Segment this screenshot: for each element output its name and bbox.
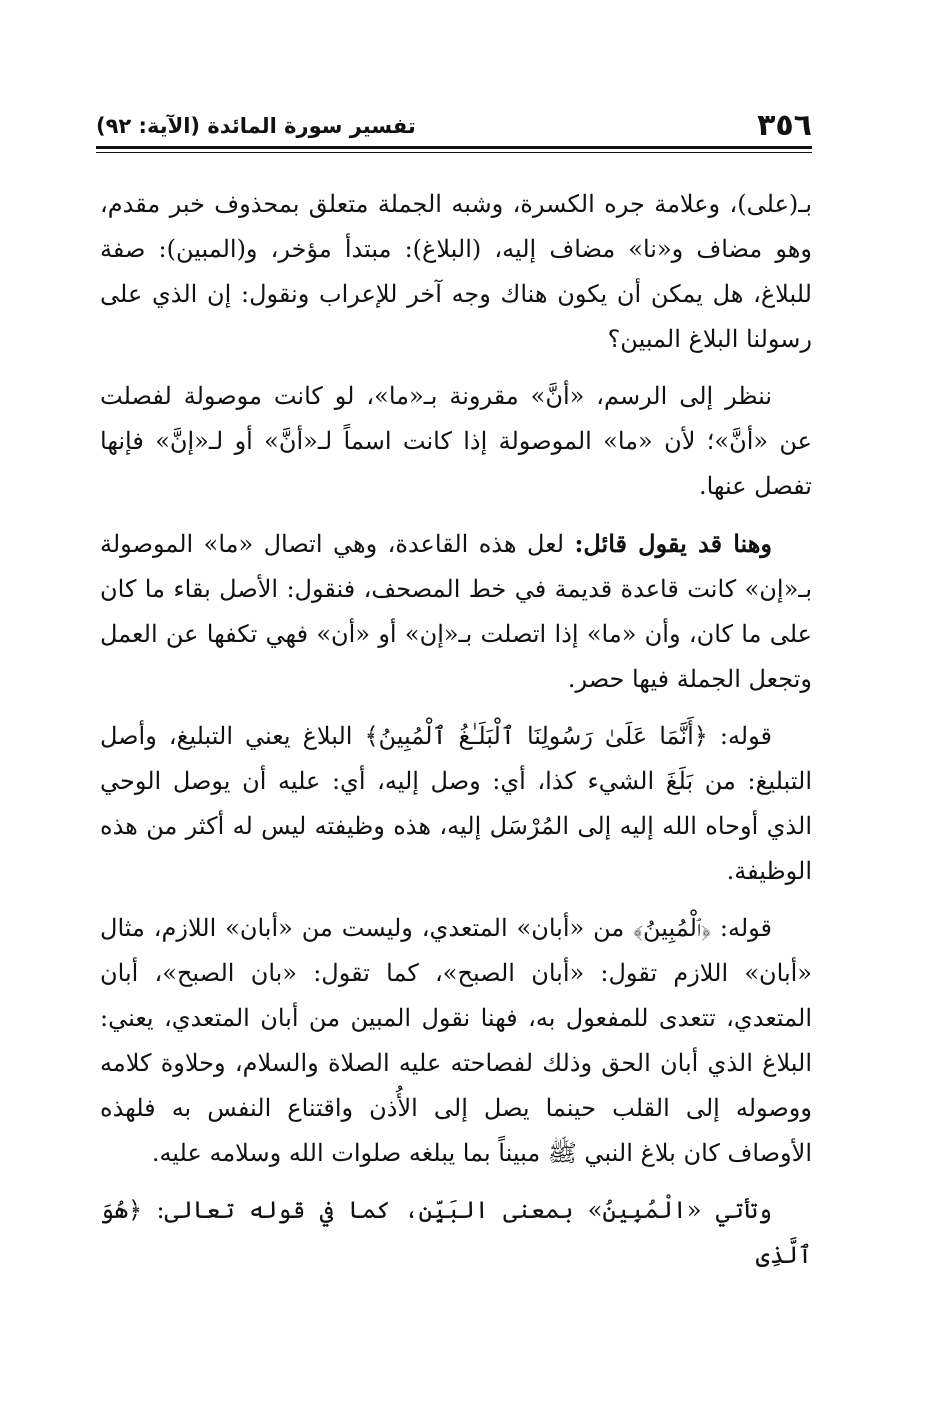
paragraph-text: ننظر إلى الرسم، «أنَّ» مقرونة بـ«ما»، لو كانت موصولة لفصلت عن «أنَّ»؛ لأن «ما» الموصولة إذا كانت اسماً لـ«أنَّ» أو لـ«إنَّ» فإنها تفصل عنها.	[100, 382, 812, 500]
paragraph-text: بـ(على)، وعلامة جره الكسرة، وشبه الجملة متعلق بمحذوف خبر مقدم، وهو مضاف و«نا» مضاف إليه، (البلاغ): مبتدأ مؤخر، و(المبين): صفة للبلاغ، هل يمكن أن يكون هناك وجه آخر للإعراب ونقول: إن الذي على رسولنا البلاغ المبين؟	[100, 190, 812, 353]
paragraph-6	[100, 1188, 812, 1278]
page-number: ٣٥٦	[757, 108, 812, 143]
paragraph-4	[100, 714, 812, 894]
paragraph-2	[100, 374, 812, 509]
header-rule-thick	[96, 146, 812, 149]
paragraph-text: قوله: ﴿أَنَّمَا عَلَىٰ رَسُولِنَا ٱلْبَلَـٰغُ ٱلْمُبِينُ﴾ البلاغ يعني التبليغ، وأصل التبليغ: من بَلَغَ الشيء كذا، أي: وصل إليه، أي: عليه أن يوصل الوحي الذي أوحاه الله إليه إلى المُرْسَل إليه، هذه وظيفته ليس له أكثر من هذه الوظيفة.	[100, 722, 812, 885]
paragraph-text: وتأتي «الْمُبِينُ» بمعنى البَيِّن، كما في قوله تعالى: ﴿هُوَ ٱلَّذِى	[100, 1196, 812, 1269]
paragraph-5	[100, 906, 812, 1176]
paragraph-3	[100, 521, 812, 702]
paragraph-text: قوله: ﴿ٱلْمُبِينُ﴾ من «أبان» المتعدي، وليست من «أبان» اللازم، مثال «أبان» اللازم تقول: «أبان الصبح»، كما تقول: «بان الصبح»، أبان المتعدي، تتعدى للمفعول به، فهنا نقول المبين من أبان المتعدي، يعني: البلاغ الذي أبان الحق وذلك لفصاحته عليه الصلاة والسلام، وحلاوة كلامه ووصوله إلى القلب حينما يصل إلى الأُذن واقتناع النفس به فلهذه الأوصاف كان بلاغ النبي ﷺ مبيناً بما يبلغه صلوات الله وسلامه عليه.	[100, 914, 812, 1167]
page-header	[96, 100, 812, 144]
paragraph-1	[100, 182, 812, 362]
header-rule-thin	[96, 152, 812, 153]
running-title: تفسير سورة المائدة (الآية: ٩٢)	[96, 114, 416, 138]
paragraph-lead: وهنا قد يقول قائل:	[574, 529, 773, 558]
paragraph-text: لعل هذه القاعدة، وهي اتصال «ما» الموصولة بـ«إن» كانت قاعدة قديمة في خط المصحف، فنقول: الأصل بقاء ما كان على ما كان، وأن «ما» إذا اتصلت بـ«إن» أو «أن» فهي تكفها عن العمل وتجعل الجملة فيها حصر.	[100, 530, 813, 693]
body-text	[100, 182, 812, 1278]
